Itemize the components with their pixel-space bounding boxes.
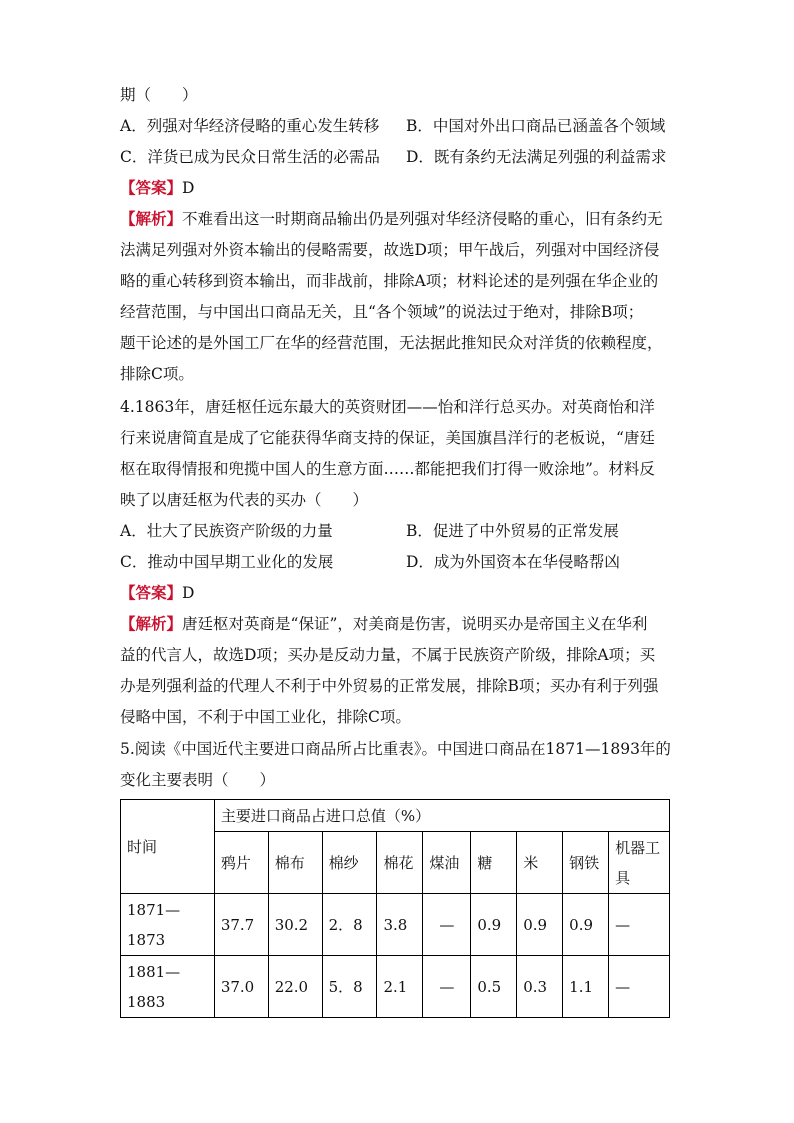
table-col-header: 钢铁 — [563, 832, 609, 894]
analysis-tag: 【解析】 — [120, 614, 183, 633]
table-cell: 3.8 — [377, 894, 423, 956]
q3-analysis-line-4: 经营范围，与中国出口商品无关，且“各个领域”的说法过于绝对，排除B项； — [120, 303, 644, 321]
table-cell: — — [423, 894, 471, 956]
import-share-table — [120, 799, 670, 1018]
q3-answer-line — [120, 178, 194, 198]
table-col-header: 鸦片 — [214, 832, 268, 894]
table-col-header: 棉花 — [377, 832, 423, 894]
table-cell: 1.1 — [563, 956, 609, 1018]
q3-analysis-line-6: 排除C项。 — [120, 365, 194, 383]
q3-analysis-line-5: 题干论述的是外国工厂在华的经营范围，无法据此推知民众对洋货的依赖程度， — [120, 334, 663, 352]
q5-stem-line-1: 5.阅读《中国近代主要进口商品所占比重表》。中国进口商品在1871—1893年的 — [120, 740, 671, 758]
table-cell: — — [609, 894, 670, 956]
q5-stem-line-2: 变化主要表明（ ） — [120, 771, 276, 789]
table-cell-period: 1881—1883 — [121, 956, 215, 1018]
table-col-header: 棉纱 — [322, 832, 377, 894]
analysis-text: 唐廷枢对英商是“保证”，对美商是伤害，说明买办是帝国主义在华利 — [182, 615, 648, 633]
table-cell: — — [423, 956, 471, 1018]
table-row — [121, 894, 670, 956]
q3-option-d: D．既有条约无法满足列强的利益需求 — [406, 148, 667, 166]
q4-option-a: A．壮大了民族资产阶级的力量 — [120, 522, 333, 540]
table-col-header: 机器工具 — [609, 832, 670, 894]
table-col-header: 棉布 — [268, 832, 322, 894]
table-cell: 2.1 — [377, 956, 423, 1018]
table-cell: 0.9 — [563, 894, 609, 956]
table-cell-period: 1871—1873 — [121, 894, 215, 956]
table-cell: 37.0 — [214, 956, 268, 1018]
q4-answer-line — [120, 583, 194, 603]
table-header-time: 时间 — [121, 800, 215, 894]
table-cell: 22.0 — [268, 956, 322, 1018]
q4-analysis-line-2: 益的代言人，故选D项；买办是反动力量，不属于民族资产阶级，排除A项；买 — [120, 646, 656, 664]
table-cell: 0.9 — [517, 894, 563, 956]
q4-analysis-line-4: 侵略中国，不利于中国工业化，排除C项。 — [120, 708, 411, 726]
analysis-tag: 【解析】 — [120, 209, 183, 228]
q3-stem-tail: 期（ ） — [120, 86, 198, 104]
table-cell: 0.3 — [517, 956, 563, 1018]
table-col-header: 煤油 — [423, 832, 471, 894]
table-header-group: 主要进口商品占进口总值（%） — [214, 800, 669, 832]
q3-option-c: C．洋货已成为民众日常生活的必需品 — [120, 148, 380, 166]
q4-stem-line-2: 行来说唐简直是成了它能获得华商支持的保证，美国旗昌洋行的老板说，“唐廷 — [120, 429, 655, 447]
table-col-header: 米 — [517, 832, 563, 894]
q4-option-b: B．促进了中外贸易的正常发展 — [406, 522, 619, 540]
table-cell: — — [609, 956, 670, 1018]
q3-answer: D — [182, 179, 195, 197]
answer-tag: 【答案】 — [120, 178, 183, 197]
table-cell: 37.7 — [214, 894, 268, 956]
analysis-text: 不难看出这一时期商品输出仍是列强对华经济侵略的重心，旧有条约无 — [182, 210, 663, 228]
q3-analysis-line-3: 略的重心转移到资本输出，而非战前，排除A项；材料论述的是列强在华企业的 — [120, 272, 659, 290]
q4-analysis-line-3: 办是列强利益的代理人不利于中外贸易的正常发展，排除B项；买办有利于列强 — [120, 677, 659, 695]
q3-analysis-line-2: 法满足列强对外资本输出的侵略需要，故选D项；甲午战后，列强对中国经济侵 — [120, 241, 660, 259]
table-cell: 2．8 — [322, 894, 377, 956]
q4-stem-line-3: 枢在取得情报和兜揽中国人的生意方面……都能把我们打得一败涂地”。材料反 — [120, 460, 655, 478]
table-cell: 30.2 — [268, 894, 322, 956]
q3-option-a: A．列强对华经济侵略的重心发生转移 — [120, 117, 380, 135]
q4-stem-line-1: 4.1863年，唐廷枢任远东最大的英资财团——怡和洋行总买办。对英商怡和洋 — [120, 398, 655, 416]
q4-analysis-line-1 — [120, 614, 647, 634]
q4-option-c: C．推动中国早期工业化的发展 — [120, 553, 334, 571]
table-cell: 0.9 — [471, 894, 517, 956]
table-cell: 5．8 — [322, 956, 377, 1018]
table-row — [121, 956, 670, 1018]
table-cell: 0.5 — [471, 956, 517, 1018]
table-col-header: 糖 — [471, 832, 517, 894]
q3-option-b: B．中国对外出口商品已涵盖各个领域 — [406, 117, 666, 135]
q4-stem-line-4: 映了以唐廷枢为代表的买办（ ） — [120, 491, 369, 509]
q3-analysis-line-1 — [120, 209, 663, 229]
answer-tag: 【答案】 — [120, 583, 183, 602]
q4-option-d: D．成为外国资本在华侵略帮凶 — [406, 553, 620, 571]
q4-answer: D — [182, 584, 195, 602]
